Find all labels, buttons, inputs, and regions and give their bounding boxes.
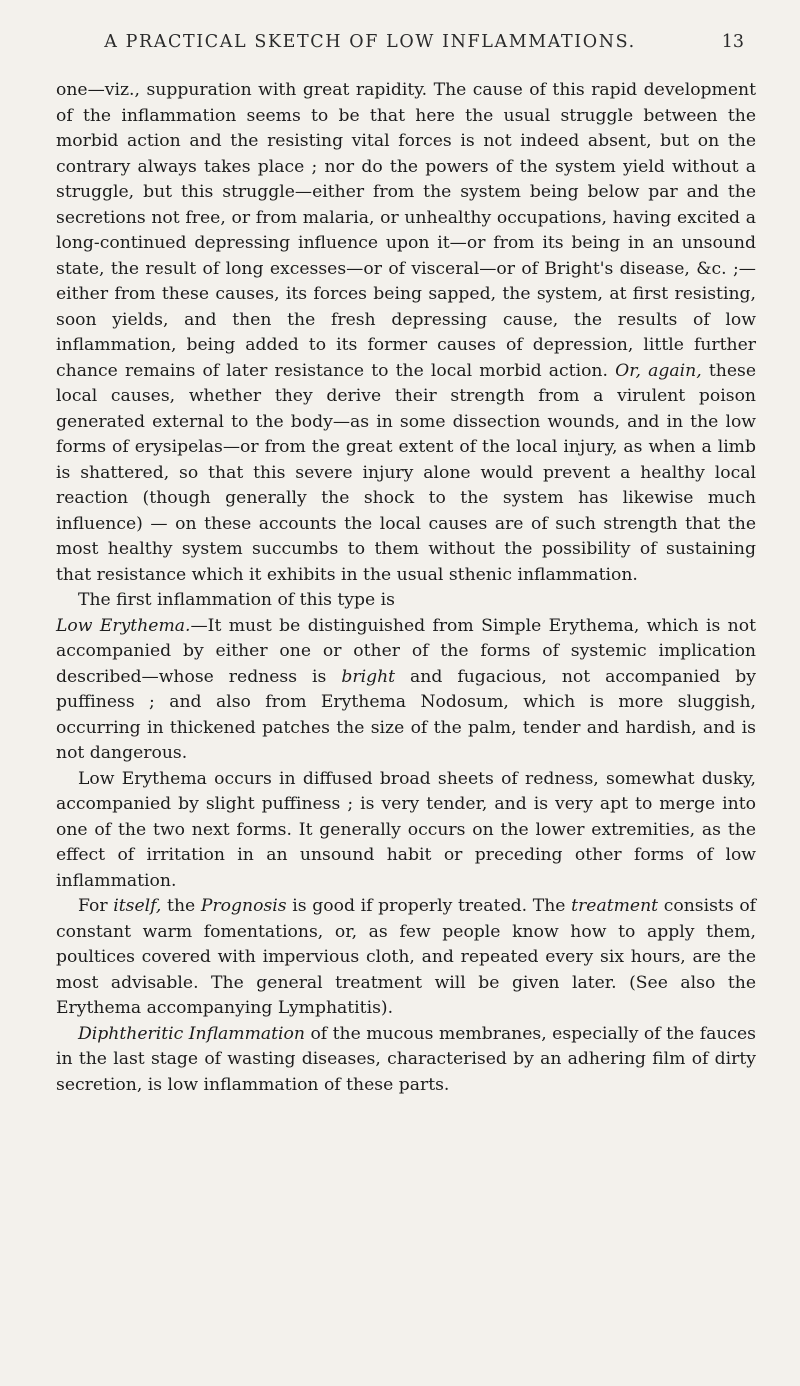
prognosis-text-a: is good if properly treated. The xyxy=(292,896,566,916)
bright-emphasis: bright xyxy=(341,666,396,687)
paragraph-1-text: one—viz., suppuration with great rapidity. The cause of this rapid development of the inflammation seems to be that here the usual struggle between the morbid action and the resisting vital forces is not indeed absent, but on the contrary always takes place ; nor do the powers of the system yield without a struggle, but this struggle—either from the system being below par and the secretions not free, or from malaria, or unhealthy occupations, having excited a long-continued depressing influence upon it—or from its being in an unsound state, the result of long excesses—or of visceral—or of Bright's disease, &c. ;—either from these causes, its forces being sapped, the system, at first resisting, soon yields, and then the fresh depressing cause, the results of low inflammation, being added to its former causes of depression, little further chance remains of later resistance to the local morbid action. xyxy=(56,80,756,381)
paragraph-4: Low Erythema occurs in diffused broad sheets of redness, somewhat dusky, accompanied by slight puffiness ; is very tender, and is very apt to merge into one of the two next forms. It generally occurs on the lower extremities, as the effect of irritation in an unsound habit or preceding other forms of low inflammation. xyxy=(56,768,756,891)
page-number: 13 xyxy=(721,32,744,52)
the-word: the xyxy=(167,896,196,916)
or-again-phrase: Or, again, xyxy=(615,360,702,381)
diphtheritic-text: of the mucous membranes, especially of the fauces in the last stage of wasting diseases, characterised by an adhering film of dirty secretion, is low inflammation of these parts. xyxy=(56,1023,757,1095)
page-header xyxy=(56,14,744,58)
low-erythema-text-b: and fugacious, not accompanied by puffiness ; and also from Erythema Nodosum, which is more sluggish, occurring in thickened patches the size of the palm, tender and hardish, and is not dangerous. xyxy=(56,666,756,763)
paragraph-diphtheritic xyxy=(56,1022,756,1099)
paragraph-2: The first inflammation of this type is xyxy=(78,590,395,610)
running-head: A PRACTICAL SKETCH OF LOW INFLAMMATIONS. xyxy=(104,32,636,52)
term-low-erythema: Low Erythema. xyxy=(56,615,191,636)
prognosis-text-b: consists of constant warm fomentations, or, as few people know how to apply them, poultices covered with impervious cloth, and repeated every six hours, are the most advisable. The general treatment will be given later. (See also the Erythema accompanying Lymphatitis). xyxy=(56,896,757,1018)
itself-emphasis: itself, xyxy=(113,896,162,916)
term-prognosis: Prognosis xyxy=(200,896,287,916)
body-text xyxy=(56,78,756,1098)
paragraph-1 xyxy=(56,78,756,588)
paragraph-1-continued: these local causes, whether they derive their strength from a virulent poison generated external to the body—as in some dissection wounds, and in the low forms of erysipelas—or from the great extent of the local injury, as when a limb is shattered, so that this severe injury alone would prevent a healthy local reaction (though generally the shock to the system has likewise much influence) — on these accounts the local causes are of such strength that the most healthy system succumbs to them without the possibility of sustaining that resistance which it exhibits in the usual sthenic inflammation. xyxy=(56,360,756,585)
low-erythema-text-a: —It must be distinguished from Simple Erythema, which is not accompanied by either one or other of the forms of systemic implication described—whose redness is xyxy=(56,615,756,687)
for-word: For xyxy=(78,896,108,916)
paragraph-low-erythema xyxy=(56,614,756,767)
term-diphtheritic: Diphtheritic Inflammation xyxy=(78,1023,305,1044)
paragraph-prognosis xyxy=(56,894,756,1022)
term-treatment: treatment xyxy=(571,896,659,916)
